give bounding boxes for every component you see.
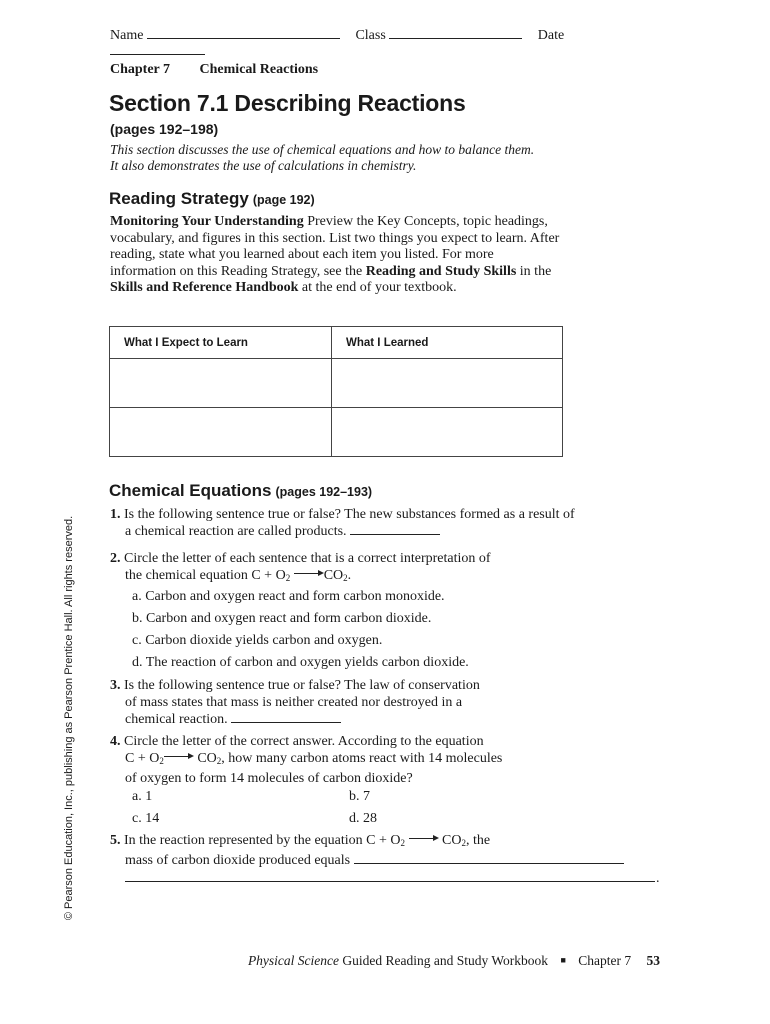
question-text-1b: , the: [465, 833, 491, 848]
intro-line-1: This section discusses the use of chemical equations and how to balance them.: [110, 142, 535, 157]
q2-choice-a[interactable]: a. Carbon and oxygen react and form carbon monoxide.: [132, 589, 445, 604]
question-1: [110, 506, 580, 540]
copyright-notice: © Pearson Education, Inc., publishing as Pearson Prentice Hall. All rights reserved.: [63, 515, 75, 921]
class-blank[interactable]: [389, 37, 522, 39]
chapter-title: Chemical Reactions: [199, 62, 319, 77]
strategy-text-2: in the: [519, 263, 552, 279]
chemical-equations-title: Chemical Equations: [109, 481, 272, 500]
question-3: [110, 677, 580, 728]
q4-choice-c[interactable]: c. 14: [132, 811, 160, 826]
question-text-3: chemical reaction.: [125, 712, 228, 727]
name-label: Name: [110, 28, 144, 43]
chemical-equations-pages: (pages 192–193): [275, 485, 373, 499]
reading-strategy-paragraph: [110, 214, 560, 297]
equation-start: C + O: [125, 751, 160, 766]
question-text: Is the following sentence true or false? The new substances formed as a result of a chemical reaction are called products.: [124, 507, 575, 539]
answer-blank-q5b[interactable]: [125, 881, 655, 882]
chapter-heading: [110, 62, 318, 78]
question-text-3: of oxygen to form 14 molecules of carbon dioxide?: [125, 771, 413, 786]
name-blank[interactable]: [147, 37, 340, 39]
equation-start: the chemical equation C + O: [125, 568, 286, 583]
question-text: Circle the letter of each sentence that is a correct interpretation of: [124, 551, 491, 566]
strategy-text-1: Preview the Key Concepts, topic headings, vocabulary, and figures in this section. List two things you expect to learn. After reading, state what you learned about each item you listed. For more information on this Reading Strategy, see the: [110, 214, 560, 279]
question-number: 2.: [110, 551, 121, 566]
question-number: 5.: [110, 833, 121, 848]
date-blank[interactable]: [110, 53, 205, 55]
answer-blank-q5a[interactable]: [354, 862, 624, 864]
table-row: [110, 359, 563, 408]
reading-strategy-title: Reading Strategy: [109, 189, 249, 208]
equation-product: CO: [442, 833, 462, 848]
worksheet-header: [110, 28, 662, 60]
strategy-bold-2: Skills and Reference Handbook: [110, 280, 299, 295]
page-footer: [248, 953, 660, 969]
question-number: 1.: [110, 507, 121, 522]
q4-choice-d[interactable]: d. 28: [349, 811, 377, 826]
chapter-number: Chapter 7: [110, 62, 171, 77]
answer-period: .: [656, 871, 660, 886]
section-intro: [110, 142, 580, 174]
question-4: 4. Circle the letter of the correct answer. According to the equation $C + O_2$ $CO_2$, how many carbon atoms react with 14 molecules of oxygen to form 14 molecules of carbon dioxide?: [110, 733, 580, 787]
yields-arrow-icon: [294, 569, 324, 579]
yields-arrow-icon: [164, 752, 194, 762]
question-text-2: mass of carbon dioxide produced equals: [125, 853, 351, 868]
question-2: 2. Circle the letter of each sentence that is a correct interpretation of the chemical equation $C + O_2$ $CO_2$.: [110, 551, 491, 583]
reading-strategy-heading: [109, 189, 315, 209]
question-number: 4.: [110, 734, 121, 749]
question-5: 5. In the reaction represented by the equation $C + O_2$ $CO_2$, the mass of carbon dioxide produced equals: [110, 832, 665, 869]
learned-cell-1[interactable]: [332, 359, 563, 408]
answer-blank-q3[interactable]: [231, 721, 341, 723]
intro-line-2: It also demonstrates the use of calculations in chemistry.: [110, 158, 417, 173]
section-pages: (pages 192–198): [110, 121, 219, 137]
expect-cell-1[interactable]: [110, 359, 332, 408]
q2-choice-c[interactable]: c. Carbon dioxide yields carbon and oxygen.: [132, 633, 383, 648]
question-text-1: In the reaction represented by the equation C + O: [124, 833, 401, 848]
equation-product: CO: [323, 568, 344, 583]
page-number: 53: [646, 953, 660, 968]
q2-choice-d[interactable]: d. The reaction of carbon and oxygen yields carbon dioxide.: [132, 655, 469, 670]
q4-choice-a[interactable]: a. 1: [132, 789, 153, 804]
footer-chapter: Chapter 7: [578, 953, 632, 968]
yields-arrow-icon: [409, 834, 439, 844]
column-header-expect: What I Expect to Learn: [110, 327, 332, 359]
question-text-2: of mass states that mass is neither created nor destroyed in a: [125, 695, 463, 710]
book-title-rest: Guided Reading and Study Workbook: [342, 953, 549, 968]
strategy-lead: Monitoring Your Understanding: [110, 214, 304, 229]
chemical-equations-heading: [109, 481, 372, 501]
answer-blank-q1[interactable]: [350, 533, 440, 535]
question-text-2: , how many carbon atoms react with 14 molecules: [221, 751, 503, 766]
question-text-1: Is the following sentence true or false? The law of conservation: [124, 678, 480, 693]
section-title: Section 7.1 Describing Reactions: [109, 90, 466, 116]
learned-cell-2[interactable]: [332, 408, 563, 457]
strategy-bold-1: Reading and Study Skills: [365, 263, 517, 279]
table-row: [110, 408, 563, 457]
expect-cell-2[interactable]: [110, 408, 332, 457]
book-title-italic: Physical Science: [247, 953, 340, 968]
class-label: Class: [355, 28, 386, 43]
reading-strategy-table: [109, 326, 563, 457]
reading-strategy-pages: (page 192): [252, 193, 315, 207]
equation-product: CO: [197, 751, 217, 766]
q4-choice-b[interactable]: b. 7: [349, 789, 370, 804]
bullet-icon: ■: [560, 955, 566, 965]
column-header-learned: What I Learned: [332, 327, 563, 359]
strategy-text-3: at the end of your textbook.: [301, 280, 457, 295]
q2-choice-b[interactable]: b. Carbon and oxygen react and form carbon dioxide.: [132, 611, 432, 626]
date-label: Date: [537, 28, 565, 43]
question-text-1: Circle the letter of the correct answer. According to the equation: [124, 734, 484, 749]
question-number: 3.: [110, 678, 121, 693]
table-header-row: [110, 327, 563, 359]
